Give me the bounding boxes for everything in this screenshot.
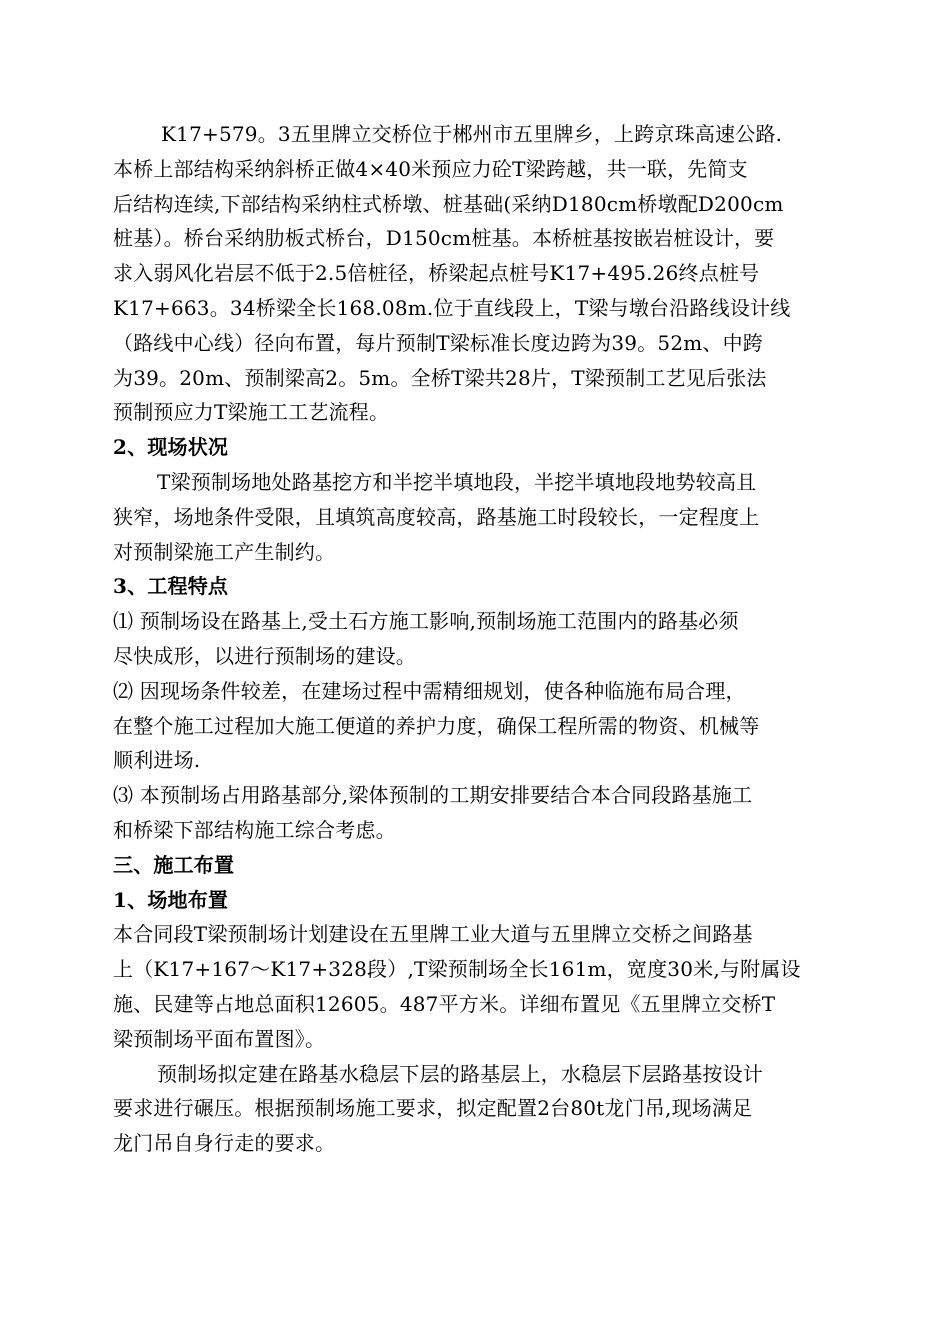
paragraph-line: 梁预制场平面布置图》。 [113, 1026, 326, 1051]
paragraph-line: 预制预应力T梁施工工艺流程。 [113, 400, 390, 425]
features-list [113, 604, 841, 848]
paragraph-line: 施、民建等占地总面积12605。487平方米。详细布置见《五里牌立交桥T [113, 991, 776, 1016]
paragraph-line: 龙门吊自身行走的要求。 [113, 1131, 336, 1156]
section-heading-site-layout: 1、场地布置 [113, 887, 229, 912]
list-item: 顺利进场. [113, 748, 201, 773]
paragraph-line: 为39。20m、预制梁高2。5m。全桥T梁共28片，T梁预制工艺见后张法 [113, 365, 767, 390]
list-item: 尽快成形，以进行预制场的建设。 [113, 643, 416, 668]
paragraph-line: K17+663。34桥梁全长168.08m.位于直线段上，T梁与墩台沿路线设计线 [113, 295, 791, 320]
foundation-paragraph [113, 1057, 841, 1161]
paragraph-line: 上（K17+167～K17+328段）,T梁预制场全长161m，宽度30米,与附属设 [113, 957, 801, 982]
site-paragraph [113, 465, 841, 569]
layout-paragraph [113, 917, 841, 1056]
intro-paragraph [113, 117, 841, 430]
paragraph-line: 本桥上部结构采纳斜桥正做4×40米预应力砼T梁跨越，共一联，先简支 [113, 156, 748, 181]
paragraph-line: T梁预制场地处路基挖方和半挖半填地段，半挖半填地段地势较高且 [157, 469, 757, 494]
section-heading-features: 3、工程特点 [113, 574, 229, 599]
paragraph-line: 要求进行碾压。根据预制场施工要求，拟定配置2台80t龙门吊,现场满足 [113, 1096, 753, 1121]
list-item: ⑵ 因现场条件较差，在建场过程中需精细规划，使各种临施布局合理， [113, 678, 746, 703]
section-heading-site-status: 2、现场状况 [113, 435, 229, 460]
paragraph-line: （路线中心线）径向布置，每片预制T梁标准长度边跨为39。52m、中跨 [113, 330, 764, 355]
list-item: 在整个施工过程加大施工便道的养护力度，确保工程所需的物资、机械等 [113, 713, 760, 738]
document-body [113, 117, 841, 1161]
paragraph-line: 本合同段T梁预制场计划建设在五里牌工业大道与五里牌立交桥之间路基 [113, 922, 753, 947]
paragraph-line: 后结构连续,下部结构采纳柱式桥墩、桩基础(采纳D180cm桥墩配D200cm [113, 191, 784, 216]
paragraph-line: K17+579。3五里牌立交桥位于郴州市五里牌乡，上跨京珠高速公路. [161, 122, 783, 146]
paragraph-line: 求入弱风化岩层不低于2.5倍桩径，桥梁起点桩号K17+495.26终点桩号 [113, 261, 760, 286]
paragraph-line: 狭窄，场地条件受限，且填筑高度较高，路基施工时段较长，一定程度上 [113, 504, 760, 529]
list-item: ⑴ 预制场设在路基上,受土石方施工影响,预制场施工范围内的路基必须 [113, 609, 739, 634]
paragraph-line: 对预制梁施工产生制约。 [113, 539, 336, 564]
paragraph-line: 预制场拟定建在路基水稳层下层的路基层上，水稳层下层路基按设计 [157, 1061, 763, 1086]
list-item: ⑶ 本预制场占用路基部分,梁体预制的工期安排要结合本合同段路基施工 [113, 783, 753, 808]
list-item: 和桥梁下部结构施工综合考虑。 [113, 817, 396, 842]
paragraph-line: 桩基）。桥台采纳肋板式桥台，D150cm桩基。本桥桩基按嵌岩桩设计，要 [113, 226, 775, 251]
chapter-heading-construction-layout: 三、施工布置 [113, 852, 235, 877]
